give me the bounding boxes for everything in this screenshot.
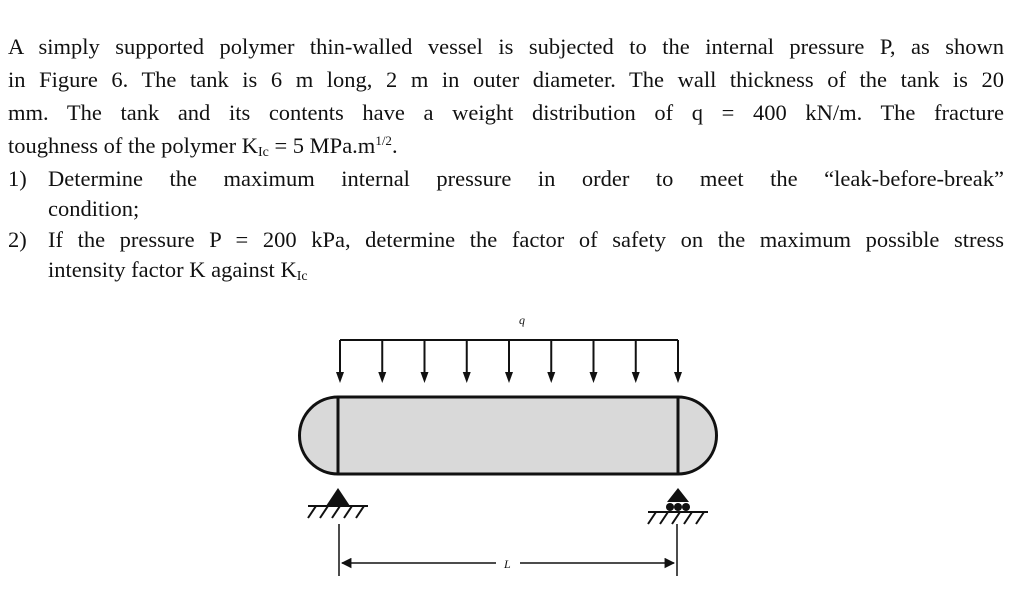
item-line <box>48 256 1004 284</box>
intro-line-1: A simply supported polymer thin-walled vessel is subjected to the internal pressure P, as shown <box>8 34 1004 59</box>
exponent-superscript: 1/2 <box>375 133 392 148</box>
kic-subscript: Ic <box>296 269 308 284</box>
intro-line-4 <box>8 129 1004 162</box>
roller-support <box>667 488 689 502</box>
ground-hatch-right <box>648 512 704 524</box>
load-arrow-head <box>590 372 598 383</box>
item-body <box>48 223 1004 284</box>
item-line: Determine the maximum internal pressure in order to meet the “leak-before-break” <box>48 166 1004 191</box>
tank-figure <box>0 300 1024 600</box>
load-arrows <box>336 340 682 383</box>
ground-hatch-left <box>308 506 364 518</box>
pin-support <box>326 488 350 506</box>
load-arrow-head <box>505 372 513 383</box>
intro-line-2: in Figure 6. The tank is 6 m long, 2 m in outer diameter. The wall thickness of the tank is 20 <box>8 67 1004 92</box>
load-arrow-head <box>463 372 471 383</box>
length-label: L <box>504 557 511 571</box>
item-line-prefix: intensity factor K against K <box>48 257 297 282</box>
item-body <box>48 162 1004 223</box>
load-arrow-head <box>336 372 344 383</box>
intro-line-4-prefix: toughness of the polymer K <box>8 133 258 158</box>
problem-statement <box>8 30 1004 284</box>
intro-line-4-suffix: . <box>391 133 398 158</box>
item-number: 1) <box>8 166 27 191</box>
kic-subscript: Ic <box>257 145 269 160</box>
item-line: condition; <box>48 196 140 221</box>
item-number: 2) <box>8 227 27 252</box>
load-arrow-head <box>632 372 640 383</box>
load-label: q <box>519 313 525 327</box>
list-item <box>8 223 1004 284</box>
load-arrow-head <box>421 372 429 383</box>
intro-line-4-mid: = 5 MPa.m <box>268 133 376 158</box>
tank-body <box>300 397 717 474</box>
load-arrow-head <box>674 372 682 383</box>
item-line: If the pressure P = 200 kPa, determine the factor of safety on the maximum possible stress <box>48 227 1004 252</box>
load-arrow-head <box>547 372 555 383</box>
intro-line-3: mm. The tank and its contents have a weight distribution of q = 400 kN/m. The fracture <box>8 100 1004 125</box>
load-arrow-head <box>378 372 386 383</box>
list-item <box>8 162 1004 223</box>
roller-wheels <box>666 503 690 511</box>
